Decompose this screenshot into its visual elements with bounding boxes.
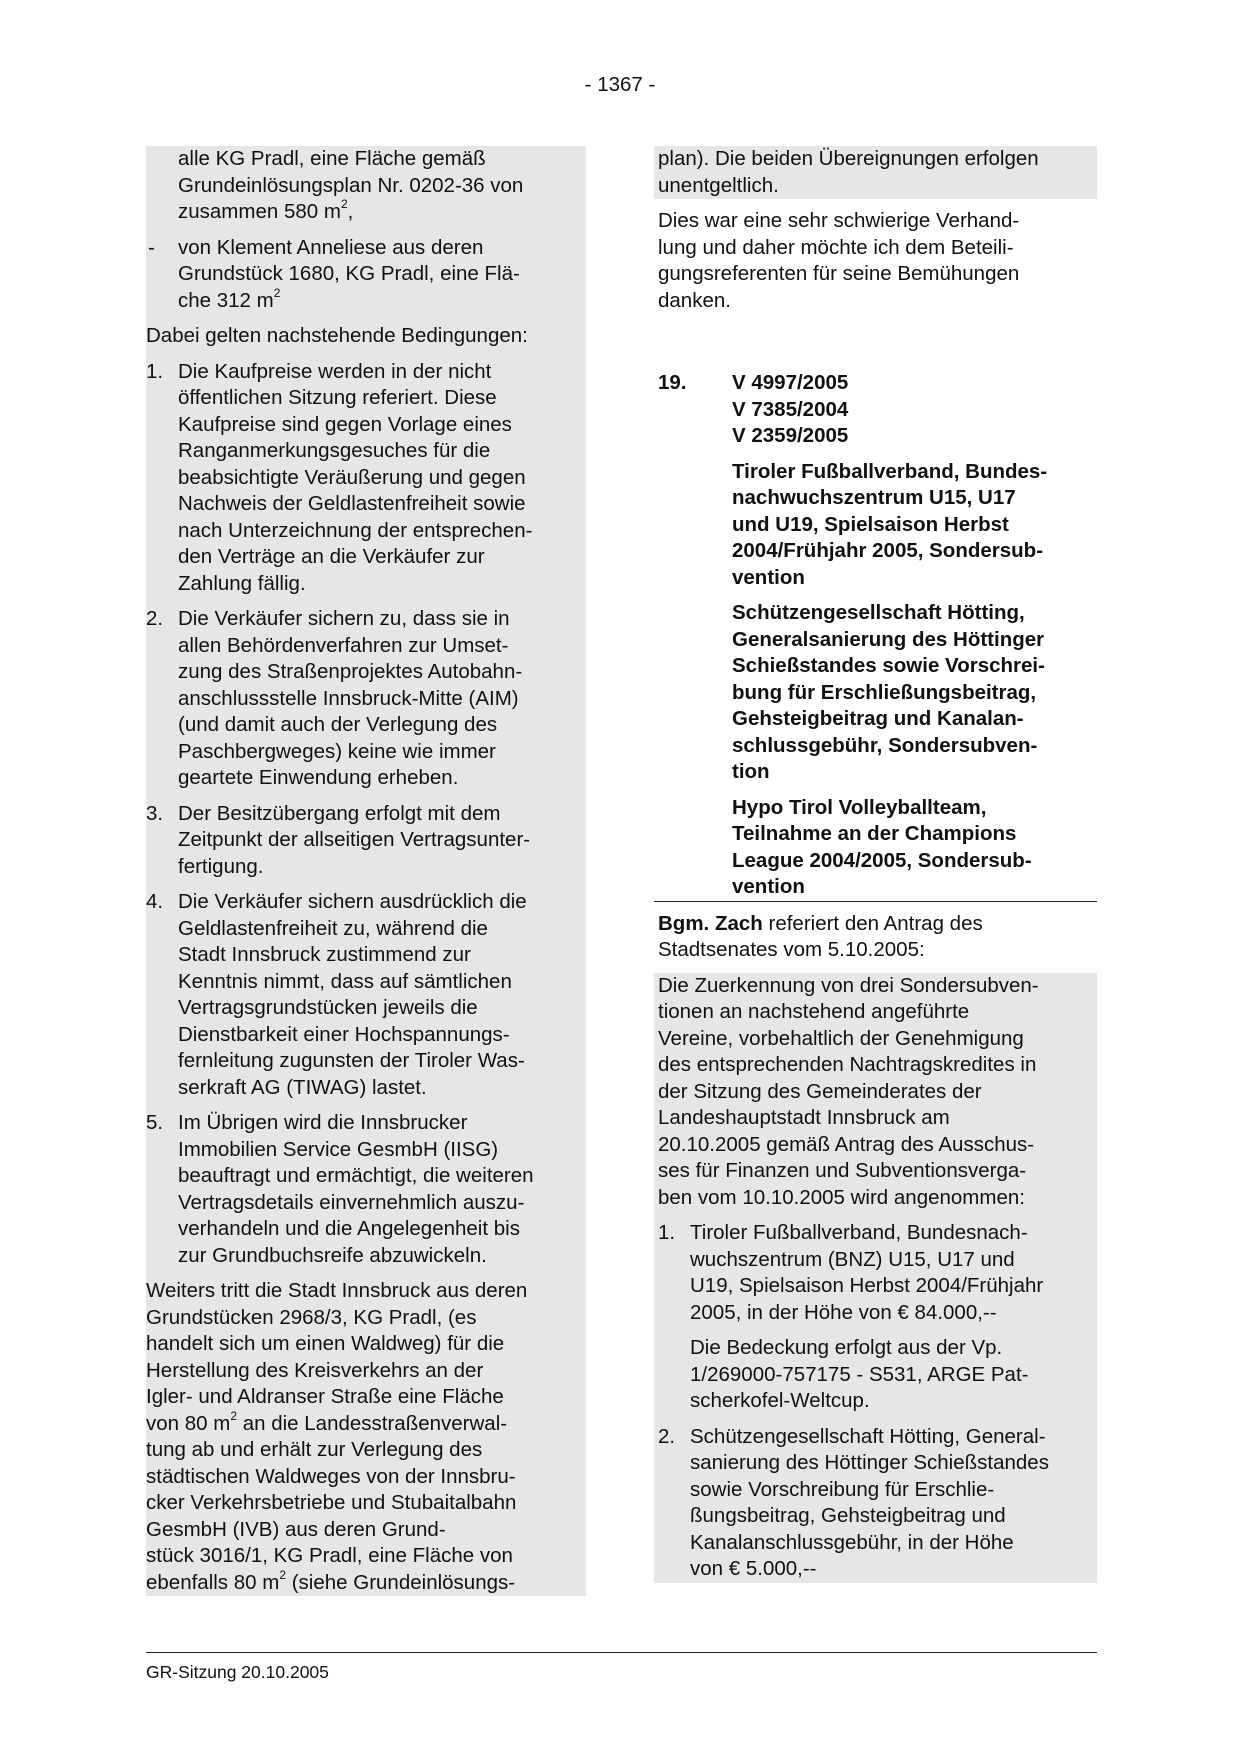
conditions-heading: Dabei gelten nachstehende Bedingungen: xyxy=(146,323,586,350)
intro-paragraph: alle KG Pradl, eine Fläche gemäß Grundeinlösungsplan Nr. 0202-36 von zusammen 580 $m^2$, xyxy=(146,146,586,226)
motion-item: 2. Schützengesellschaft Hötting, General- sanierung des Höttinger Schießstandes sowie Vorschreibung für Erschlie- ßungsbeitrag, Gehsteigbeitrag und Kanalanschlussgebühr, in der Höhe von € 5.000,-- xyxy=(654,1424,1097,1583)
right-column xyxy=(654,146,1097,1583)
agenda-number: 19. xyxy=(658,371,687,394)
motion-paragraph: Die Zuerkennung von drei Sondersubven- tionen an nachstehend angeführte Vereine, vorbehaltlich der Genehmigung des entsprechenden Nachtragskredites in der Sitzung des Gemeinderates der Landeshauptstadt Innsbruck am 20.10.2005 gemäß Antrag des Ausschus- ses für Finanzen und Subventionsverga- ben vom 10.10.2005 wird angenommen: xyxy=(654,973,1097,1212)
final-paragraph: Weiters tritt die Stadt Innsbruck aus deren Grundstücken 2968/3, KG Pradl, (es handelt sich um einen Waldweg) für die Herstellung des Kreisverkehrs an der Igler- und Aldranser Straße eine Fläche von 80 $m^2$ an die Landesstraßenverwal- tung ab und erhält zur Verlegung des städtischen Waldweges von der Innsbru- cker Verkehrsbetriebe und Stubaitalbahn GesmbH (IVB) aus deren Grund- stück 3016/1, KG Pradl, eine Fläche von ebenfalls 80 $m^2$ (siehe Grundeinlösungs- xyxy=(146,1278,586,1596)
condition-item: 4. Die Verkäufer sichern ausdrücklich die Geldlastenfreiheit zu, während die Stadt Innsbruck zustimmend zur Kenntnis nimmt, dass auf sämtlichen Vertragsgrundstücken jeweils die Dienstbarkeit einer Hochspannungs- fernleitung zugunsten der Tiroler Was- serkraft AG (TIWAG) lastet. xyxy=(146,889,586,1101)
dash-list-item: - von Klement Anneliese aus deren Grundstück 1680, KG Pradl, eine Flä- che 312 $m^2$ xyxy=(146,235,586,315)
condition-item: 5. Im Übrigen wird die Innsbrucker Immobilien Service GesmbH (IISG) beauftragt und ermächtigt, die weiteren Vertragsdetails einvernehmlich auszu- verhandeln und die Angelegenheit bis zur Grundbuchsreife abzuwickeln. xyxy=(146,1110,586,1269)
speaker-paragraph: Bgm. Zach referiert den Antrag des Stadtsenates vom 5.10.2005: xyxy=(658,911,983,961)
left-column xyxy=(146,146,586,1596)
condition-item: 3. Der Besitzübergang erfolgt mit dem Zeitpunkt der allseitigen Vertragsunter- fertigung. xyxy=(146,801,586,881)
speaker-name: Bgm. Zach xyxy=(658,911,763,935)
thanks-paragraph: Dies war eine sehr schwierige Verhand- lung und daher möchte ich dem Beteili- gungsreferenten für seine Bemühungen danken. xyxy=(658,209,1020,312)
condition-item: 1. Die Kaufpreise werden in der nicht öffentlichen Sitzung referiert. Diese Kaufpreise sind gegen Vorlage eines Ranganmerkungsgesuches für die beabsichtigte Veräußerung und gegen Nachweis der Geldlastenfreiheit sowie nach Unterzeichnung der entsprechen- den Verträge an die Verkäufer zur Zahlung fällig. xyxy=(146,359,586,598)
agenda-topic: Schützengesellschaft Hötting, Generalsanierung des Höttinger Schießstandes sowie Vorschrei- bung für Erschließungsbeitrag, Gehsteigbeitrag und Kanalan- schlussgebühr, Sondersubven- tion xyxy=(732,601,1045,783)
condition-item: 2. Die Verkäufer sichern zu, dass sie in allen Behördenverfahren zur Umset- zung des Straßenprojektes Autobahn- anschlussstelle Innsbruck-Mitte (AIM) (und damit auch der Verlegung des Paschbergweges) keine wie immer geartete Einwendung erheben. xyxy=(146,606,586,792)
footer-divider xyxy=(146,1652,1097,1653)
motion-item: 1. Tiroler Fußballverband, Bundesnach- wuchszentrum (BNZ) U15, U17 und U19, Spielsaison Herbst 2004/Frühjahr 2005, in der Höhe von € 84.000,-- Die Bedeckung erfolgt aus der Vp. 1/269000-757175 - S531, ARGE Pat- scherkofel-Weltcup. xyxy=(654,1220,1097,1415)
agenda-topic: Hypo Tirol Volleyballteam, Teilnahme an der Champions League 2004/2005, Sondersub- vention xyxy=(732,795,1032,898)
page-number: - 1367 - xyxy=(584,73,656,96)
continuation-paragraph: plan). Die beiden Übereignungen erfolgen unentgeltlich. xyxy=(654,146,1097,199)
agenda-refs: V 4997/2005 V 7385/2004 V 2359/2005 xyxy=(732,371,849,447)
footer-text: GR-Sitzung 20.10.2005 xyxy=(146,1662,329,1682)
agenda-topic: Tiroler Fußballverband, Bundes- nachwuchszentrum U15, U17 und U19, Spielsaison Herbst 2004/Frühjahr 2005, Sondersub- vention xyxy=(732,459,1048,589)
agenda-item-19 xyxy=(654,370,1097,901)
